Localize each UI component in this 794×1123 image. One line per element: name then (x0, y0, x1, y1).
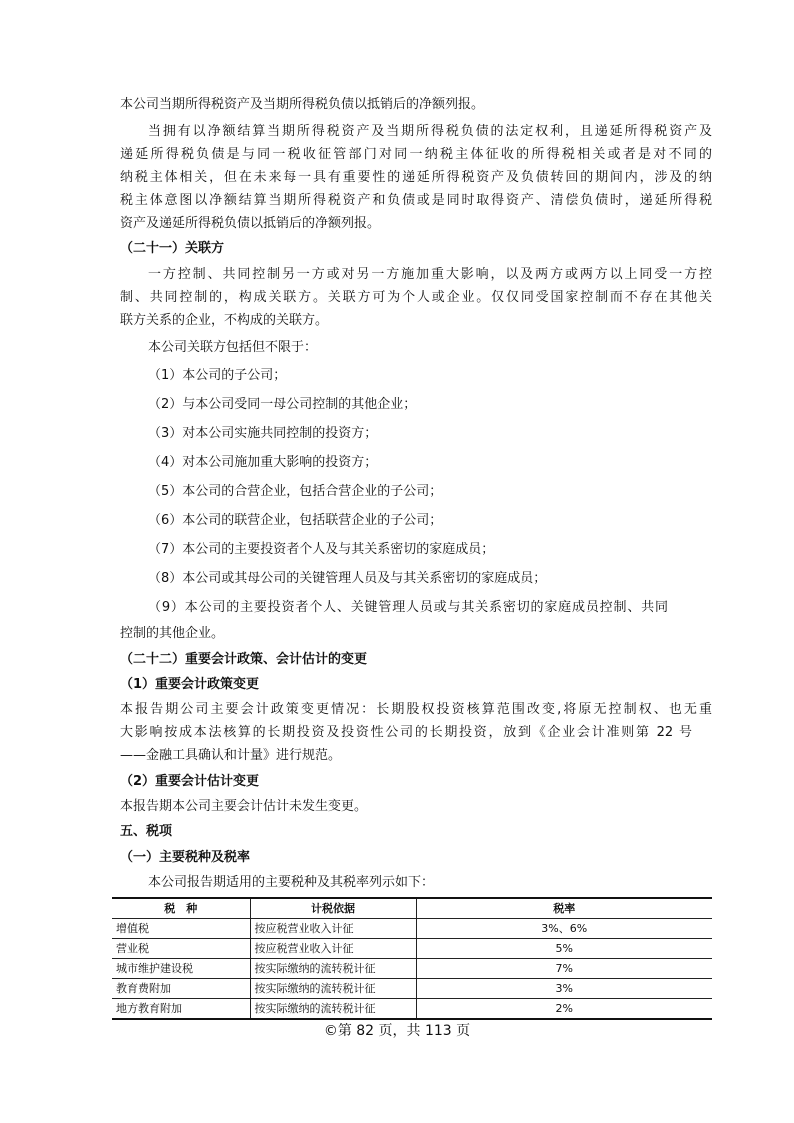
tax-rate-cell: 3% (416, 979, 712, 999)
subsection-heading: （1）重要会计政策变更 (120, 677, 260, 692)
tax-rate-cell: 2% (416, 999, 712, 1020)
paragraph-line: 税主体意图以净额结算当期所得税资产和负债或是同时取得资产、清偿负债时，递延所得税 (120, 193, 712, 208)
section-heading: （二十二）重要会计政策、会计估计的变更 (120, 652, 368, 667)
list-item: （8）本公司或其母公司的关键管理人员及与其关系密切的家庭成员； (148, 571, 547, 586)
paragraph-line: 本报告期公司主要会计政策变更情况：长期股权投资核算范围改变,将原无控制权、也无重 (120, 702, 712, 717)
page-number-footer: ©第 82 页，共 113 页 (323, 1023, 471, 1039)
tax-rate-cell: 7% (416, 959, 712, 979)
table-row (112, 959, 712, 979)
tax-type-cell: 增值税 (112, 919, 250, 939)
tax-basis-cell: 按应税营业收入计征 (250, 919, 416, 939)
list-item: （7）本公司的主要投资者个人及与其关系密切的家庭成员； (148, 542, 495, 557)
list-item: （4）对本公司施加重大影响的投资方； (148, 455, 378, 470)
tax-type-cell: 教育费附加 (112, 979, 250, 999)
table-row (112, 999, 712, 1020)
paragraph-line: 资产及递延所得税负债以抵销后的净额列报。 (120, 216, 381, 231)
list-item: （2）与本公司受同一母公司控制的其他企业； (148, 397, 417, 412)
table-row (112, 919, 712, 939)
list-item: （5）本公司的合营企业，包括合营企业的子公司； (148, 484, 443, 499)
table-header-row (112, 898, 712, 919)
subsection-heading: （2）重要会计估计变更 (120, 774, 260, 789)
tax-basis-cell: 按实际缴纳的流转税计征 (250, 999, 416, 1020)
column-header-tax-type: 税 种 (112, 898, 250, 919)
tax-rate-cell: 3%、6% (416, 919, 712, 939)
list-item: （9）本公司的主要投资者个人、关键管理人员或与其关系密切的家庭成员控制、共同 (148, 600, 668, 615)
list-item: （3）对本公司实施共同控制的投资方； (148, 426, 378, 441)
paragraph-line: 当拥有以净额结算当期所得税资产及当期所得税负债的法定权利，且递延所得税资产及 (148, 124, 712, 139)
paragraph-line: ——金融工具确认和计量》进行规范。 (120, 748, 342, 763)
tax-basis-cell: 按实际缴纳的流转税计征 (250, 959, 416, 979)
table-row (112, 939, 712, 959)
paragraph-line: 本报告期本公司主要会计估计未发生变更。 (120, 799, 368, 814)
section-heading: （二十一）关联方 (120, 241, 225, 256)
paragraph-line: 制、共同控制的，构成关联方。关联方可为个人或企业。仅仅同受国家控制而不存在其他关 (120, 290, 712, 305)
subsection-heading: （一）主要税种及税率 (120, 850, 251, 865)
paragraph-line: 本公司关联方包括但不限于： (148, 340, 318, 355)
paragraph-line: 本公司当期所得税资产及当期所得税负债以抵销后的净额列报。 (120, 97, 485, 112)
list-item-continuation: 控制的其他企业。 (120, 626, 225, 641)
section-heading: 五、税项 (120, 824, 173, 839)
paragraph-line: 本公司报告期适用的主要税种及其税率列示如下： (148, 875, 435, 890)
tax-rate-table (112, 897, 712, 1020)
paragraph-line: 大影响按成本法核算的长期投资及投资性公司的长期投资，放到《企业会计准则第 22 号 (120, 725, 692, 740)
tax-type-cell: 地方教育附加 (112, 999, 250, 1020)
paragraph-line: 一方控制、共同控制另一方或对另一方施加重大影响，以及两方或两方以上同受一方控 (148, 267, 712, 282)
tax-type-cell: 营业税 (112, 939, 250, 959)
list-item: （6）本公司的联营企业，包括联营企业的子公司； (148, 513, 443, 528)
column-header-tax-basis: 计税依据 (250, 898, 416, 919)
column-header-tax-rate: 税率 (416, 898, 712, 919)
tax-rate-cell: 5% (416, 939, 712, 959)
table-row (112, 979, 712, 999)
tax-basis-cell: 按应税营业收入计征 (250, 939, 416, 959)
paragraph-line: 联方关系的企业，不构成的关联方。 (120, 313, 329, 328)
tax-type-cell: 城市维护建设税 (112, 959, 250, 979)
tax-basis-cell: 按实际缴纳的流转税计征 (250, 979, 416, 999)
paragraph-line: 纳税主体相关，但在未来每一具有重要性的递延所得税资产及负债转回的期间内，涉及的纳 (120, 170, 712, 185)
paragraph-line: 递延所得税负债是与同一税收征管部门对同一纳税主体征收的所得税相关或者是对不同的 (120, 147, 712, 162)
list-item: （1）本公司的子公司； (148, 368, 287, 383)
